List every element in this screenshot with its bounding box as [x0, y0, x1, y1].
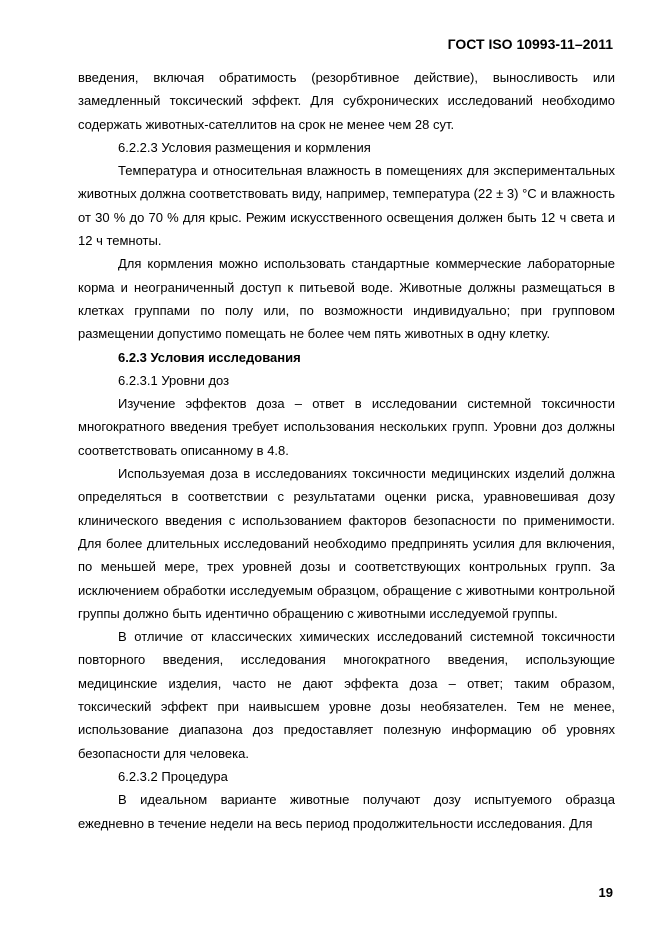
paragraph-continuation: введения, включая обратимость (резорбтивное действие), выносливость или замедленный токсический эффект. Для субхронических исследований необходимо содержать животных-сателлитов на срок не менее чем 28 сут. — [78, 70, 615, 132]
paragraph-dose-response: Изучение эффектов доза – ответ в исследовании системной токсичности многократного введения требует использования нескольких групп. Уровни доз должны соответствовать описанному в 4.8. — [78, 396, 615, 458]
document-header: ГОСТ ISO 10993-11–2011 — [447, 36, 613, 52]
paragraph-classical-studies: В отличие от классических химических исследований системной токсичности повторного введения, исследования многократного введения, использующие медицинские изделия, часто не дают эффекта доза – ответ; таким образом, токсический эффект при наивысшем уровне дозы необязателен. Тем не менее, использование диапазона доз предоставляет полезную информацию об уровнях безопасности для человека. — [78, 629, 615, 761]
paragraph-temperature: Температура и относительная влажность в помещениях для экспериментальных животных должна соответствовать виду, например, температура (22 ± 3) °С и влажность от 30 % до 70 % для крыс. Режим искусственного освещения должен быть 12 ч света и 12 ч темноты. — [78, 163, 615, 249]
section-heading-6-2-3-1: 6.2.3.1 Уровни доз — [118, 372, 230, 388]
paragraph-dose-selection: Используемая доза в исследованиях токсичности медицинских изделий должна определяться в соответствии с результатами оценки риска, уравновешивая дозу клинического введения с использованием факторов безопасности по применимости. Для более длительных исследований необходимо предпринять усилия для включения, по меньшей мере, трех уровней дозы и соответствующих контрольных групп. За исключением обработки исследуемым образцом, обращение с животными контрольной группы должно быть идентично обращению с животными исследуемой группы. — [78, 466, 615, 621]
document-body — [78, 66, 615, 835]
section-heading-6-2-3-2: 6.2.3.2 Процедура — [118, 768, 228, 784]
page-number: 19 — [598, 885, 613, 900]
paragraph-feeding: Для кормления можно использовать стандартные коммерческие лабораторные корма и неограниченный доступ к питьевой воде. Животные должны размещаться в клетках группами по полу или, по возможности индивидуально; при групповом размещении допустимо помещать не более чем пять животных в одну клетку. — [78, 256, 615, 342]
paragraph-procedure: В идеальном варианте животные получают дозу испытуемого образца ежедневно в течение недели на весь период продолжительности исследования. Для — [78, 792, 615, 831]
section-heading-6-2-3: 6.2.3 Условия исследования — [118, 349, 301, 365]
section-heading-6-2-2-3: 6.2.2.3 Условия размещения и кормления — [118, 139, 371, 155]
